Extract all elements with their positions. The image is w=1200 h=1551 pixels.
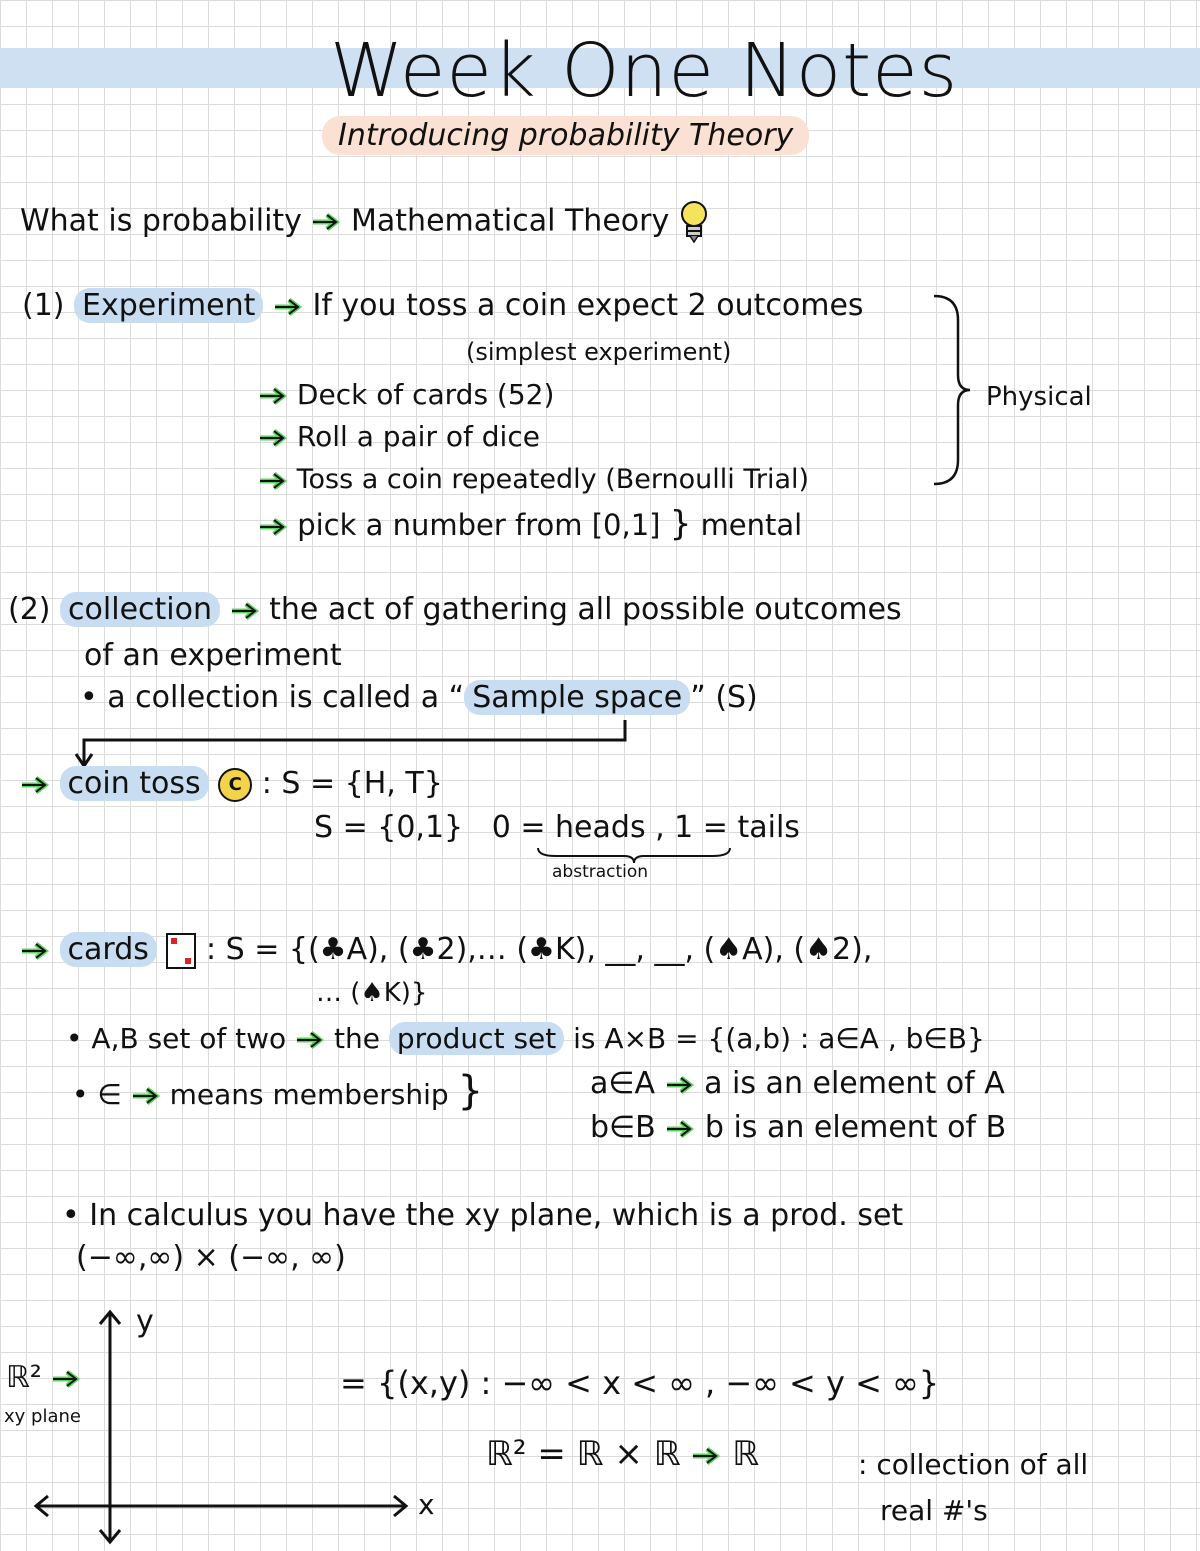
bullet-dot: •	[72, 1078, 89, 1111]
r2-product-expr: ℝ² = ℝ × ℝ	[486, 1434, 681, 1474]
bullet-dot: •	[80, 680, 98, 715]
cards-set: : S = {(♣A), (♣2),… (♣K), __, __, (♠A), (♠2),	[206, 932, 873, 967]
coin-toss-line	[20, 766, 443, 802]
r-definition-2: real #'s	[880, 1494, 988, 1527]
r-symbol: ℝ	[732, 1434, 760, 1474]
abstraction-note: abstraction	[552, 862, 649, 882]
x-axis-label: x	[418, 1488, 435, 1521]
intro-line	[20, 200, 709, 244]
mental-brace: }	[669, 504, 692, 544]
member-b-expr: b∈B	[590, 1110, 656, 1145]
member-line-1	[590, 1066, 1005, 1101]
product-set-term: product set	[389, 1022, 564, 1055]
experiment-item-3	[258, 464, 809, 495]
coin-toss-set: : S = {H, T}	[261, 766, 443, 801]
calculus-text: In calculus you have the xy plane, which is a prod. set	[89, 1198, 904, 1233]
membership-text: means membership	[169, 1078, 449, 1111]
r2-set-equation: = {(x,y) : −∞ < x < ∞ , −∞ < y < ∞}	[340, 1364, 940, 1402]
collection-bullet-prefix: a collection is called a “	[107, 680, 465, 715]
green-arrow-icon	[20, 775, 50, 795]
experiment-line	[22, 288, 864, 323]
green-arrow-icon	[665, 1119, 695, 1139]
coin-toss-encoding: 0 = heads , 1 = tails	[491, 810, 800, 845]
green-arrow-icon	[273, 297, 303, 317]
green-arrow-icon	[665, 1075, 695, 1095]
playing-card-icon	[166, 933, 196, 969]
experiment-item-1	[258, 378, 554, 411]
experiment-item-label: Roll a pair of dice	[296, 420, 540, 453]
calculus-product: (−∞,∞) × (−∞, ∞)	[76, 1240, 346, 1275]
sample-space-term: Sample space	[464, 680, 690, 715]
experiment-item-label: pick a number from [0,1]	[297, 508, 661, 542]
mental-label: mental	[700, 508, 803, 542]
collection-definition-2: of an experiment	[84, 638, 342, 673]
member-a-text: a is an element of A	[704, 1066, 1005, 1101]
green-arrow-icon	[258, 517, 288, 537]
membership-symbol: ∈	[97, 1078, 122, 1111]
experiment-item-2	[258, 420, 540, 453]
membership-line	[72, 1068, 483, 1114]
green-arrow-icon	[311, 212, 341, 232]
green-arrow-icon	[258, 386, 288, 406]
r2-label: ℝ²	[6, 1360, 42, 1395]
intro-question: What is probability	[20, 203, 302, 239]
member-line-2	[590, 1110, 1006, 1145]
green-arrow-icon	[691, 1446, 721, 1466]
lightbulb-icon	[679, 200, 709, 244]
green-arrow-icon	[258, 471, 288, 491]
physical-brace	[930, 290, 990, 490]
member-a-expr: a∈A	[590, 1066, 656, 1101]
collection-bullet-suffix: ” (S)	[690, 680, 758, 715]
xy-plane-label: xy plane	[4, 1406, 81, 1427]
bullet-dot: •	[62, 1198, 80, 1233]
collection-term: collection	[60, 592, 220, 627]
product-set-line	[66, 1022, 985, 1055]
collection-line	[8, 592, 902, 627]
y-axis-label: y	[136, 1304, 154, 1339]
member-b-text: b is an element of B	[704, 1110, 1007, 1145]
experiment-number: (1)	[22, 288, 65, 323]
green-arrow-icon	[20, 941, 50, 961]
experiment-item-label: Deck of cards (52)	[296, 378, 555, 411]
bullet-dot: •	[66, 1022, 83, 1055]
coin-toss-line2	[314, 810, 800, 845]
r2-product-line	[486, 1434, 759, 1474]
xy-axes	[30, 1306, 420, 1548]
experiment-item-4	[258, 504, 802, 544]
coin-toss-binary-set: S = {0,1}	[314, 810, 464, 845]
connector-arrow	[70, 720, 640, 770]
green-arrow-icon	[295, 1030, 325, 1050]
collection-definition: the act of gathering all possible outcomes	[269, 592, 902, 627]
page-title: Week One Notes	[330, 28, 959, 114]
green-arrow-icon	[131, 1086, 161, 1106]
intro-answer: Mathematical Theory	[351, 203, 670, 239]
experiment-item-label: Toss a coin repeatedly (Bernoulli Trial)	[296, 464, 810, 495]
coin-icon: C	[218, 768, 252, 802]
product-set-text-c: is A×B = {(a,b) : a∈A , b∈B}	[573, 1022, 985, 1055]
experiment-term: Experiment	[74, 288, 263, 323]
green-arrow-icon	[230, 601, 260, 621]
experiment-line1: If you toss a coin expect 2 outcomes	[312, 288, 864, 323]
coin-toss-term: coin toss	[60, 766, 209, 801]
collection-bullet	[80, 680, 758, 715]
collection-number: (2)	[8, 592, 51, 627]
physical-label: Physical	[986, 382, 1092, 412]
r-definition: : collection of all	[858, 1448, 1089, 1481]
experiment-note: (simplest experiment)	[466, 338, 732, 366]
membership-brace: }	[457, 1068, 484, 1114]
product-set-text-a: A,B set of two	[91, 1022, 287, 1055]
cards-term: cards	[60, 932, 157, 967]
green-arrow-icon	[258, 428, 288, 448]
cards-line	[20, 932, 872, 969]
page-subtitle: Introducing probability Theory	[322, 116, 809, 155]
product-set-text-b: the	[334, 1022, 380, 1055]
cards-line2: … (♠K)}	[316, 978, 428, 1008]
calculus-line	[62, 1198, 903, 1233]
